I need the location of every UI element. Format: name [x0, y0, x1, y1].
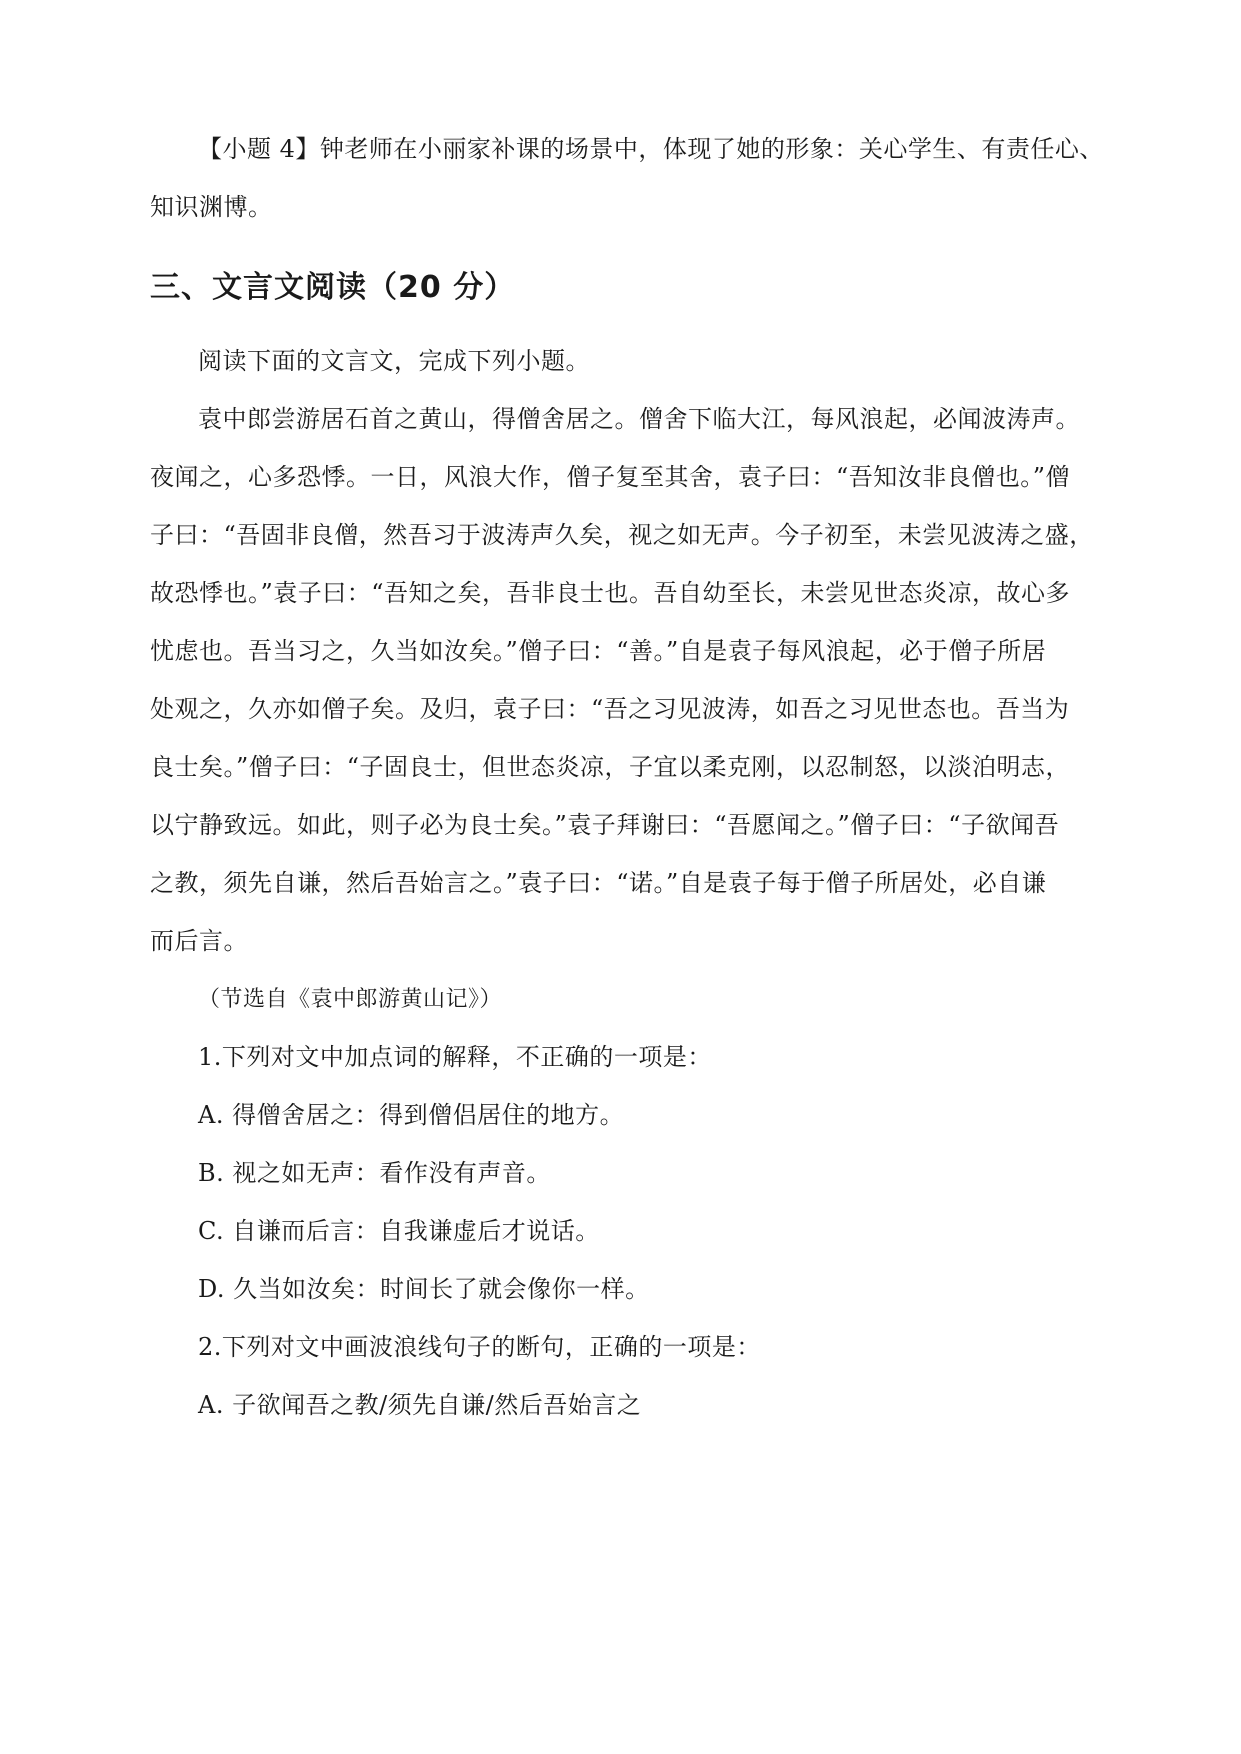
passage-line: 夜闻之，心多恐悸。一日，风浪大作，僧子复至其舍，袁子曰：“吾知汝非良僧也。”僧 [150, 463, 1071, 491]
instruction-text: 阅读下面的文言文，完成下列小题。 [198, 347, 590, 375]
answer-option-d: D. 久当如汝矣：时间长了就会像你一样。 [198, 1275, 650, 1303]
passage-line: 故恐悸也。”袁子曰：“吾知之矣，吾非良士也。吾自幼至长，未尝见世态炎凉，故心多 [150, 579, 1071, 607]
passage-line: 子曰：“吾固非良僧，然吾习于波涛声久矣，视之如无声。今子初至，未尝见波涛之盛， [150, 521, 1094, 549]
answer-option-a: A. 得僧舍居之：得到僧侣居住的地方。 [198, 1101, 625, 1129]
passage-line: 忧虑也。吾当习之，久当如汝矣。”僧子曰：“善。”自是袁子每风浪起，必于僧子所居 [150, 637, 1047, 665]
passage-line: 袁中郎尝游居石首之黄山，得僧舍居之。僧舍下临大江，每风浪起，必闻波涛声。 [198, 405, 1080, 433]
answer-option-b: B. 视之如无声：看作没有声音。 [198, 1159, 551, 1187]
prev-answer-line-1: 【小题 4】钟老师在小丽家补课的场景中，体现了她的形象：关心学生、有责任心、 [198, 135, 1104, 163]
question-stem: 2.下列对文中画波浪线句子的断句，正确的一项是： [198, 1333, 761, 1361]
passage-line: 而后言。 [150, 927, 248, 955]
passage-line: 以宁静致远。如此，则子必为良士矣。”袁子拜谢曰：“吾愿闻之。”僧子曰：“子欲闻吾 [150, 811, 1060, 839]
question-stem: 1.下列对文中加点词的解释，不正确的一项是： [198, 1043, 712, 1071]
passage-line: 处观之，久亦如僧子矣。及归，袁子曰：“吾之习见波涛，如吾之习见世态也。吾当为 [150, 695, 1070, 723]
passage-source: （节选自《袁中郎游黄山记》） [198, 987, 503, 1012]
section-title: 三、文言文阅读（20 分） [150, 270, 516, 305]
passage-line: 之教，须先自谦，然后吾始言之。”袁子曰：“诺。”自是袁子每于僧子所居处，必自谦 [150, 869, 1047, 897]
answer-option-c: C. 自谦而后言：自我谦虚后才说话。 [198, 1217, 600, 1245]
passage-line: 良士矣。”僧子曰：“子固良士，但世态炎凉，子宜以柔克刚，以忍制怒，以淡泊明志， [150, 753, 1071, 781]
answer-option-a: A. 子欲闻吾之教/须先自谦/然后吾始言之 [198, 1391, 642, 1419]
prev-answer-line-2: 知识渊博。 [150, 193, 273, 221]
